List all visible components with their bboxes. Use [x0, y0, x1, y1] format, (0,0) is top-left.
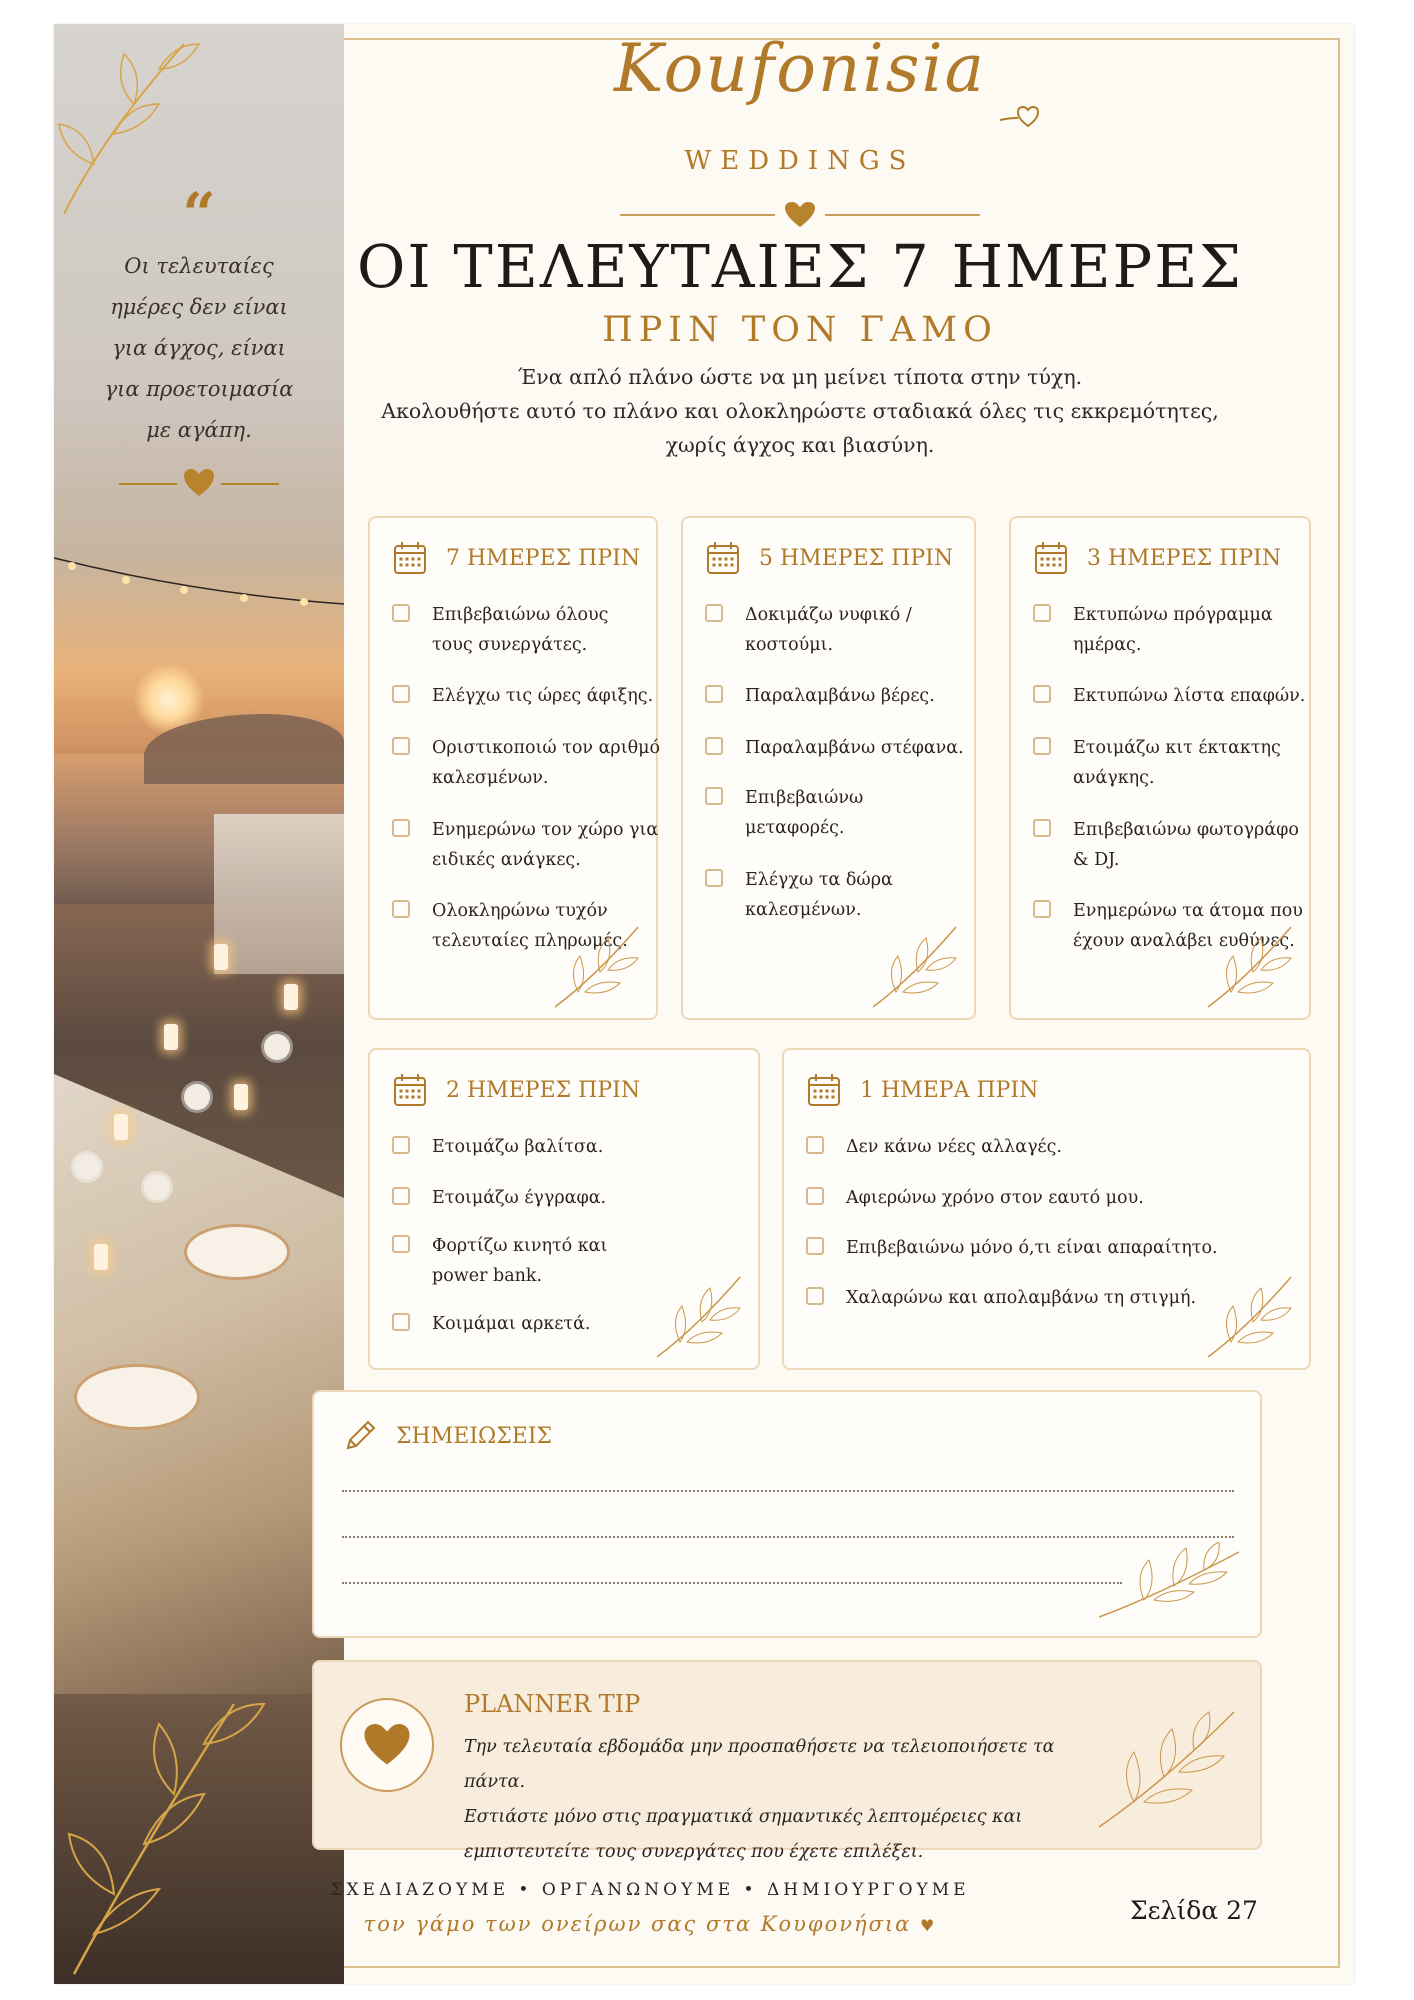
checklist-item-text: [745, 681, 935, 711]
checklist-item[interactable]: [392, 681, 662, 711]
title-divider: [620, 200, 980, 230]
calendar-icon: [392, 540, 428, 576]
checklist-item-line: Αφιερώνω χρόνο στον εαυτό μου.: [846, 1188, 1144, 1208]
intro-line: Ένα απλό πλάνο ώστε να μη μείνει τίποτα στην τύχη.: [517, 365, 1083, 389]
quote-divider: [119, 469, 279, 499]
checkbox-icon[interactable]: [1033, 604, 1051, 622]
checklist-item-line: καλεσμένων.: [745, 900, 862, 920]
checklist-card: [681, 516, 976, 1020]
checkbox-icon[interactable]: [806, 1237, 824, 1255]
checklist-item-line: Φορτίζω κινητό και: [432, 1236, 608, 1256]
checklist-item-line: Παραλαμβάνω στέφανα.: [745, 738, 964, 758]
checkbox-icon[interactable]: [392, 1235, 410, 1253]
tip-line: Την τελευταία εβδομάδα μην προσπαθήσετε να τελειοποιήσετε τα πάντα.: [464, 1737, 1055, 1792]
checklist-item-line: power bank.: [432, 1266, 543, 1286]
checklist-item-line: Ολοκληρώνω τυχόν: [432, 901, 608, 921]
tip-icon-circle: [340, 1698, 434, 1792]
checklist-item[interactable]: [705, 865, 975, 925]
checklist-item-line: Ελέγχω τις ώρες άφιξης.: [432, 686, 654, 706]
quote-icon: “: [182, 180, 216, 248]
flower: [264, 1034, 290, 1060]
quote-text: Οι τελευταίες ημέρες δεν είναι για άγχος, είναι για προετοιμασία με αγάπη.: [104, 254, 294, 442]
checklist-item-text: [846, 1183, 1144, 1213]
checkbox-icon[interactable]: [705, 685, 723, 703]
checklist-item-line: Ελέγχω τα δώρα: [745, 870, 893, 890]
intro-text: [330, 360, 1270, 462]
heart-icon: [785, 202, 815, 227]
candle: [234, 1084, 248, 1110]
sidebar-quote: [94, 180, 304, 499]
checklist-item-line: Εκτυπώνω λίστα επαφών.: [1073, 686, 1306, 706]
checklist-item[interactable]: [1033, 815, 1313, 875]
checklist-item-text: [1073, 600, 1273, 660]
checklist-item[interactable]: [1033, 681, 1313, 711]
notes-card: [312, 1390, 1262, 1638]
checklist-item-line: Ετοιμάζω βαλίτσα.: [432, 1137, 604, 1157]
leaf-sprig-icon: [868, 922, 963, 1012]
checklist-item-line: τους συνεργάτες.: [432, 635, 588, 655]
calendar-icon: [705, 540, 741, 576]
checklist-item-text: [432, 815, 658, 875]
card-title: 1 ΗΜΕΡΑ ΠΡΙΝ: [860, 1077, 1039, 1103]
checkbox-icon[interactable]: [705, 604, 723, 622]
checklist-card: [368, 516, 661, 1020]
checkbox-icon[interactable]: [392, 900, 410, 918]
checkbox-icon[interactable]: [705, 869, 723, 887]
leaf-sprig-icon: [652, 1272, 747, 1362]
tip-line: εμπιστευτείτε τους συνεργάτες που έχετε επιλέξει.: [464, 1842, 924, 1862]
checkbox-icon[interactable]: [806, 1287, 824, 1305]
checklist-item-text: [432, 1231, 607, 1291]
checkbox-icon[interactable]: [392, 685, 410, 703]
checklist-item[interactable]: [392, 600, 662, 660]
checkbox-icon[interactable]: [806, 1187, 824, 1205]
tip-title: PLANNER TIP: [464, 1690, 641, 1718]
plate: [74, 1364, 200, 1430]
notes-line[interactable]: [342, 1490, 1234, 1492]
card-title: 7 ΗΜΕΡΕΣ ΠΡΙΝ: [446, 545, 641, 571]
heart-outline-icon: [1000, 100, 1040, 130]
checklist-item-line: Επιβεβαιώνω: [745, 788, 864, 808]
candle: [284, 984, 298, 1010]
checklist-item-line: ανάγκης.: [1073, 768, 1155, 788]
checklist-item[interactable]: [806, 1132, 1286, 1162]
checkbox-icon[interactable]: [1033, 900, 1051, 918]
checklist-item-line: Κοιμάμαι αρκετά.: [432, 1314, 591, 1334]
leaf-sprig-icon: [1094, 1542, 1244, 1622]
checklist-item-line: Δεν κάνω νέες αλλαγές.: [846, 1137, 1062, 1157]
checklist-item-text: [432, 1132, 603, 1162]
tip-line: Εστιάστε μόνο στις πραγματικά σημαντικές λεπτομέρειες και: [464, 1807, 1023, 1827]
checkbox-icon[interactable]: [392, 604, 410, 622]
planner-tip-card: [312, 1660, 1262, 1862]
heart-icon: ♥: [920, 1916, 937, 1935]
flower: [184, 1084, 210, 1110]
leaf-sprig-icon: [1094, 1702, 1244, 1832]
page-number: Σελίδα 27: [1130, 1896, 1258, 1925]
brand-tagline: WEDDINGS: [684, 146, 916, 176]
checklist-item[interactable]: [806, 1183, 1286, 1213]
houses: [214, 814, 344, 974]
calendar-icon: [806, 1072, 842, 1108]
checklist-item-text: [745, 783, 863, 843]
checklist-item-line: Επιβεβαιώνω φωτογράφο: [1073, 820, 1299, 840]
checklist-item-text: [846, 1233, 1218, 1263]
checkbox-icon[interactable]: [392, 1136, 410, 1154]
footer-tagline: [300, 1912, 1000, 1936]
candle: [114, 1114, 128, 1140]
checklist-item[interactable]: [705, 733, 975, 763]
checkbox-icon[interactable]: [392, 1313, 410, 1331]
checklist-card: [1009, 516, 1311, 1020]
tip-text: [464, 1730, 1084, 1870]
leaf-sprig-icon: [1203, 922, 1298, 1012]
checklist-item[interactable]: [1033, 733, 1313, 793]
checkbox-icon[interactable]: [705, 787, 723, 805]
checklist-item[interactable]: [392, 733, 662, 793]
card-header: [806, 1068, 1038, 1112]
checklist-item[interactable]: [392, 1132, 732, 1162]
card-header: [392, 1068, 640, 1112]
checklist-item-line: Εκτυπώνω πρόγραμμα: [1073, 605, 1273, 625]
checklist-item-text: [1073, 733, 1281, 793]
card-header: [1033, 536, 1281, 580]
checklist-card: [782, 1048, 1311, 1370]
flower: [144, 1174, 170, 1200]
checklist-item-text: [432, 600, 608, 660]
checklist-item[interactable]: [705, 600, 975, 660]
checklist-item-line: ειδικές ανάγκες.: [432, 850, 581, 870]
footer-tagline-text: τον γάμο των ονείρων σας στα Κουφονήσια: [363, 1912, 912, 1936]
card-header: [392, 536, 640, 580]
checkbox-icon[interactable]: [392, 819, 410, 837]
checklist-item[interactable]: [392, 815, 662, 875]
checklist-item-line: Επιβεβαιώνω μόνο ό,τι είναι απαραίτητο.: [846, 1238, 1218, 1258]
checkbox-icon[interactable]: [1033, 685, 1051, 703]
checklist-item-line: Δοκιμάζω νυφικό /: [745, 605, 912, 625]
checklist-item-line: Χαλαρώνω και απολαμβάνω τη στιγμή.: [846, 1288, 1197, 1308]
checklist-item-line: Ετοιμάζω έγγραφα.: [432, 1188, 607, 1208]
checklist-item-text: [432, 733, 660, 793]
checkbox-icon[interactable]: [1033, 819, 1051, 837]
calendar-icon: [1033, 540, 1069, 576]
leaf-sprig-icon: [550, 922, 645, 1012]
checklist-item-line: τελευταίες πληρωμές.: [432, 931, 628, 951]
checklist-item-line: καλεσμένων.: [432, 768, 549, 788]
checkbox-icon[interactable]: [705, 737, 723, 755]
checkbox-icon[interactable]: [1033, 737, 1051, 755]
checklist-item-text: [745, 600, 912, 660]
notes-line[interactable]: [342, 1536, 1234, 1538]
checklist-item-text: [432, 1309, 590, 1339]
intro-line: χωρίς άγχος και βιασύνη.: [665, 433, 935, 457]
checklist-item-line: ημέρας.: [1073, 635, 1142, 655]
intro-line: Ακολουθήστε αυτό το πλάνο και ολοκληρώστε σταδιακά όλες τις εκκρεμότητες,: [381, 399, 1219, 423]
checklist-item-line: Παραλαμβάνω βέρες.: [745, 686, 935, 706]
flower: [74, 1154, 100, 1180]
checklist-item-line: & DJ.: [1073, 850, 1120, 870]
checklist-item-line: κοστούμι.: [745, 635, 834, 655]
checklist-item-text: [846, 1283, 1196, 1313]
checklist-item[interactable]: [1033, 600, 1313, 660]
leaf-sprig-icon: [1203, 1272, 1298, 1362]
candle: [94, 1244, 108, 1270]
brand-logo: Koufonisia: [614, 30, 986, 107]
card-title: 2 ΗΜΕΡΕΣ ΠΡΙΝ: [446, 1077, 641, 1103]
checklist-card: [368, 1048, 760, 1370]
footer-motto: ΣΧΕΔΙΑΖΟΥΜΕ • ΟΡΓΑΝΩΝΟΥΜΕ • ΔΗΜΙΟΥΡΓΟΥΜΕ: [330, 1880, 970, 1900]
checkbox-icon[interactable]: [806, 1136, 824, 1154]
checklist-item-line: Ενημερώνω τα άτομα που: [1073, 901, 1303, 921]
checklist-item-text: [745, 733, 964, 763]
notes-header: [342, 1414, 552, 1458]
checklist-item[interactable]: [392, 1183, 732, 1213]
heart-icon: [184, 469, 214, 497]
checklist-item[interactable]: [705, 783, 975, 843]
checklist-item-text: [432, 681, 653, 711]
page-subtitle: ΠΡΙΝ ΤΟΝ ΓΑΜΟ: [602, 310, 998, 350]
card-header: [705, 536, 953, 580]
notes-title: ΣΗΜΕΙΩΣΕΙΣ: [396, 1423, 553, 1449]
checklist-item-line: Οριστικοποιώ τον αριθμό: [432, 738, 661, 758]
checklist-item-text: [432, 1183, 606, 1213]
checkbox-icon[interactable]: [392, 1187, 410, 1205]
notes-line[interactable]: [342, 1582, 1122, 1584]
checklist-item-line: Ενημερώνω τον χώρο για: [432, 820, 659, 840]
checklist-item-text: [846, 1132, 1062, 1162]
plate: [184, 1224, 290, 1280]
checklist-item-line: έχουν αναλάβει ευθύνες.: [1073, 931, 1295, 951]
candle: [164, 1024, 178, 1050]
page-title: ΟΙ ΤΕΛΕΥΤΑΙΕΣ 7 ΗΜΕΡΕΣ: [357, 232, 1243, 301]
string-lights: [54, 554, 344, 614]
checklist-item-line: μεταφορές.: [745, 818, 845, 838]
checklist-item-text: [1073, 815, 1299, 875]
checklist-item-text: [745, 865, 893, 925]
checklist-item[interactable]: [705, 681, 975, 711]
checklist-item-line: Ετοιμάζω κιτ έκτακτης: [1073, 738, 1281, 758]
checklist-item-line: Επιβεβαιώνω όλους: [432, 605, 609, 625]
card-title: 3 ΗΜΕΡΕΣ ΠΡΙΝ: [1087, 545, 1282, 571]
pencil-icon: [342, 1418, 378, 1454]
checklist-item-text: [1073, 681, 1305, 711]
checklist-item[interactable]: [806, 1233, 1286, 1263]
checkbox-icon[interactable]: [392, 737, 410, 755]
calendar-icon: [392, 1072, 428, 1108]
candle: [214, 944, 228, 970]
heart-icon: [364, 1724, 410, 1766]
card-title: 5 ΗΜΕΡΕΣ ΠΡΙΝ: [759, 545, 954, 571]
